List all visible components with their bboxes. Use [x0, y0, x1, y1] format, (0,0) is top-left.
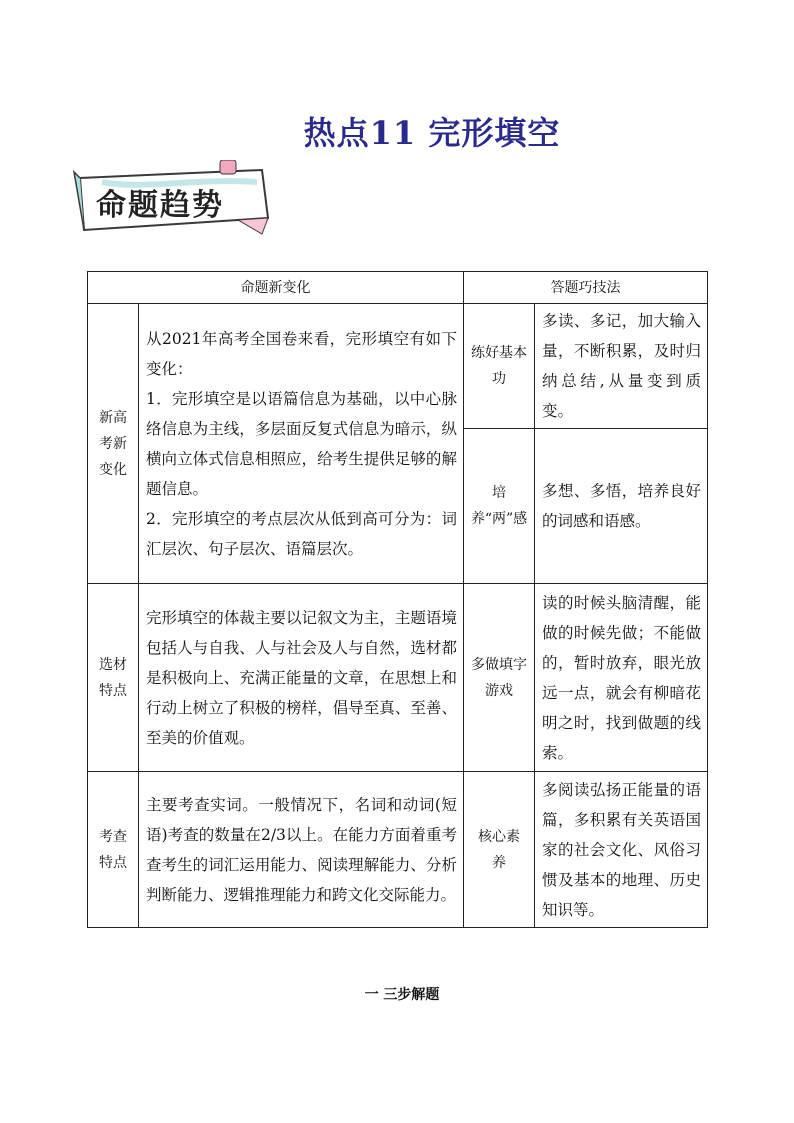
trend-table	[87, 271, 708, 928]
row-label-material: 选材特点	[88, 584, 139, 772]
row-content-material: 完形填空的体裁主要以记叙文为主，主题语境包括人与自我、人与社会及人与自然，选材都是积极向上、充满正能量的文章，在思想上和行动上树立了积极的榜样，倡导至真、至善、至美的价值观。	[139, 584, 464, 772]
row-label-new-changes: 新高考新变化	[88, 304, 139, 584]
table-header-row	[88, 272, 708, 304]
table-row	[88, 584, 708, 772]
tip-label-two-senses: 培养“两”感	[464, 429, 535, 584]
table-row	[88, 304, 708, 429]
tip-text-puzzles: 读的时候头脑清醒，能做的时候先做；不能做的，暂时放弃，眼光放远一点，就会有柳暗花明之时，找到做题的线索。	[535, 584, 708, 772]
row-content-new-changes	[139, 304, 464, 584]
tip-text-core-literacy: 多阅读弘扬正能量的语篇，多积累有关英语国家的社会文化、风俗习惯及基本的地理、历史知识等。	[535, 772, 708, 928]
content-para: 1．完形填空是以语篇信息为基础，以中心脉络信息为主线，多层面反复式信息为暗示，纵横向立体式信息相照应，给考生提供足够的解题信息。	[146, 389, 457, 498]
table-row	[88, 772, 708, 928]
tip-label-puzzles: 多做填字游戏	[464, 584, 535, 772]
header-answer-tips: 答题巧技法	[464, 272, 708, 304]
section-heading: 一 三步解题	[364, 987, 440, 1003]
tip-text-basics: 多读、多记，加大输入量，不断积累，及时归纳总结,从量变到质变。	[535, 304, 708, 429]
content-para: 从2021年高考全国卷来看，完形填空有如下变化：	[146, 329, 457, 378]
content-para: 2．完形填空的考点层次从低到高可分为：词汇层次、句子层次、语篇层次。	[146, 509, 457, 558]
page-title: 热点11 完形填空	[303, 114, 561, 152]
tip-label-core-literacy: 核心素养	[464, 772, 535, 928]
tip-text-two-senses: 多想、多悟，培养良好的词感和语感。	[535, 429, 708, 584]
header-new-changes: 命题新变化	[88, 272, 464, 304]
banner-label: 命题趋势	[96, 188, 224, 223]
row-content-assessment: 主要考查实词。一般情况下，名词和动词(短语)考查的数量在2/3以上。在能力方面着重考查考生的词汇运用能力、阅读理解能力、分析判断能力、逻辑推理能力和跨文化交际能力。	[139, 772, 464, 928]
row-label-assessment: 考查特点	[88, 772, 139, 928]
tip-label-basics: 练好基本功	[464, 304, 535, 429]
